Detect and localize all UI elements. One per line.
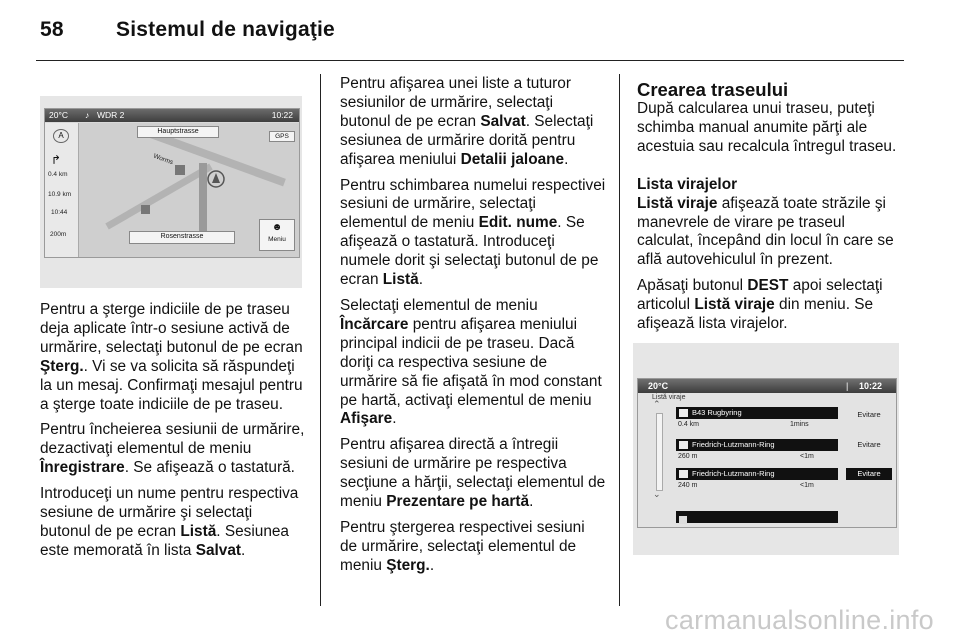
page-title: Sistemul de navigaţie (116, 18, 335, 41)
turn-row-1[interactable] (676, 407, 838, 419)
paragraph (340, 177, 606, 290)
turn-street: B43 Rugbyring (692, 408, 742, 417)
paragraph (340, 297, 606, 429)
menu-button-label: Meniu (268, 236, 286, 243)
section-heading: Crearea traseului (637, 79, 789, 100)
subsection-heading: Lista virajelor (637, 175, 738, 193)
text: . (241, 541, 246, 559)
text: Apăsaţi butonul (637, 277, 748, 295)
turn-distance: 0.4 km (678, 421, 700, 428)
scrollbar[interactable] (656, 413, 663, 491)
bold-term: Şterg. (386, 556, 430, 574)
paragraph (40, 301, 306, 414)
scroll-up-icon[interactable]: ⌃ (653, 399, 661, 409)
turn-time: <1m (800, 482, 814, 489)
turn-time: <1m (800, 453, 814, 460)
text: pentru afişarea meniului principal indicii de pe traseu. Dacă doriţi ca respectiva sesiune de urmărire să fie afişată în mod constant pe hartă, activaţi elementul de meniu (340, 315, 602, 409)
navigation-screen-figure (40, 96, 302, 288)
text: Pentru afişarea unei liste a tuturor sesiunilor de urmărire, selectaţi butonul de pe ecran (340, 75, 571, 130)
status-temperature: 20°C (648, 381, 669, 391)
text: . Selectaţi sesiunea de urmărire dorită pentru afişarea meniului (340, 112, 594, 168)
paragraph (340, 436, 606, 512)
list-title: Listă viraje (652, 394, 686, 401)
turn-list-figure (633, 343, 899, 555)
turn-street: Friedrich-Lutzmann-Ring (692, 440, 775, 449)
header-rule (36, 60, 904, 61)
text: Introduceţi un nume pentru respectiva sesiune de urmărire şi selectaţi butonul de pe ecran (40, 485, 299, 540)
waypoint-flag-icon (141, 205, 150, 214)
column-divider-1 (320, 74, 321, 606)
distance-remaining: 10.9 km (48, 191, 72, 198)
person-icon: ☻ (271, 222, 283, 233)
road-sign-icon (679, 409, 688, 417)
text: . (564, 150, 569, 168)
text: afişează toate străzile şi manevrele de virare pe traseul calculat, începând din locul în care se află autovehiculul în prezent. (637, 194, 894, 269)
status-time: 10:22 (271, 110, 293, 120)
bold-term: Şterg. (40, 357, 84, 375)
text: . (392, 410, 397, 428)
text: Pentru schimbarea numelui respectivei sesiuni de urmărire, selectaţi elementul de meniu (340, 176, 606, 232)
turn-list-screen (637, 378, 897, 528)
text: din meniu. Se afişează lista virajelor. (637, 296, 874, 333)
status-bar (638, 379, 896, 393)
text: . Sesiunea este memorată în lista (40, 522, 289, 559)
column-3 (637, 80, 903, 341)
status-station: WDR 2 (97, 110, 125, 120)
current-street-bottom: Rosenstrasse (129, 231, 235, 244)
bold-term: Listă (180, 522, 217, 540)
turn-distance: 260 m (678, 453, 698, 460)
turn-arrow-icon: ↱ (51, 153, 62, 167)
text: Pentru a şterge indiciile de pe traseu deja aplicate într-o sesiune activă de urmărire, selectaţi butonul de pe ecran (40, 301, 303, 356)
menu-button[interactable] (259, 219, 295, 251)
scroll-down-icon[interactable]: ⌄ (653, 489, 661, 499)
text: Selectaţi elementul de meniu (340, 296, 538, 314)
navigation-screen (44, 108, 300, 258)
spacer (637, 164, 903, 176)
paragraph (637, 277, 903, 334)
text: apoi selectaţi articolul (637, 277, 883, 314)
vehicle-arrow-icon (212, 173, 220, 183)
waypoint-flag-icon (175, 165, 185, 175)
paragraph (340, 75, 606, 170)
page-header (40, 18, 335, 42)
avoid-button-1[interactable]: Evitare (857, 410, 881, 419)
map-scale: 200m (50, 231, 67, 238)
page-number: 58 (40, 18, 64, 41)
intro-paragraph: După calcularea unui traseu, puteţi schimba manual anumite părţi ale acestuia sau recalcula întregul traseu. (637, 100, 897, 155)
gps-button[interactable]: GPS (269, 131, 295, 142)
turn-arrow-icon (679, 470, 688, 478)
column-divider-2 (619, 74, 620, 606)
footer-watermark: carmanualsonline.info (665, 605, 934, 635)
column-2 (340, 75, 606, 583)
turn-list-footer-bar (676, 511, 838, 523)
arrival-time: 10:44 (51, 209, 68, 216)
current-street-top: Hauptstrasse (137, 126, 219, 138)
bold-term: Listă (382, 271, 419, 289)
turn-row-3[interactable] (676, 468, 838, 480)
turn-time: 1mins (790, 421, 809, 428)
nav-info-panel (45, 123, 79, 257)
status-bar (45, 109, 299, 122)
text: Pentru ştergerea respectivei sesiuni de urmărire, selectaţi elementul de meniu (340, 518, 585, 574)
bold-term: DEST (747, 277, 789, 295)
paragraph (340, 519, 606, 576)
bold-term: Salvat (480, 112, 526, 130)
paragraph (40, 485, 306, 561)
bold-term: Listă viraje (637, 194, 718, 212)
turn-arrow-icon (679, 441, 688, 449)
avoid-button-3[interactable]: Evitare (846, 468, 892, 480)
text: Pentru afişarea directă a întregii sesiuni de urmărire pe respectiva secţiune a hărţii, selectaţi elementul de meniu (340, 436, 606, 511)
bold-term: Detalii jaloane (460, 150, 565, 168)
bold-term: Edit. nume (478, 214, 558, 232)
bold-term: Prezentare pe hartă (386, 493, 530, 511)
text: Pentru încheierea sesiunii de urmărire, dezactivaţi elementul de meniu (40, 421, 305, 458)
bold-term: Încărcare (340, 315, 409, 333)
turn-street: Friedrich-Lutzmann-Ring (692, 469, 775, 478)
paragraph (40, 421, 306, 478)
text: . Vi se va solicita să răspundeţi la un mesaj. Confirmaţi mesajul pentru a şterge toate indiciile de pe traseu. (40, 357, 303, 413)
status-separator: | (846, 381, 849, 391)
distance-to-turn: 0.4 km (48, 171, 68, 178)
bold-term: Înregistrare (40, 459, 125, 477)
text: . (418, 271, 423, 289)
compass-icon[interactable]: A (53, 129, 69, 143)
bold-term: Salvat (195, 541, 242, 559)
destination-icon (679, 516, 687, 524)
paragraph (637, 195, 903, 271)
status-time: 10:22 (858, 381, 882, 391)
turn-row-2[interactable] (676, 439, 838, 451)
text: . Se afişează o tastatură. Introduceţi numele dorit şi selectaţi butonul de pe ecran (340, 214, 599, 289)
avoid-button-2[interactable]: Evitare (857, 440, 881, 449)
text: . Se afişează o tastatură. (124, 459, 295, 477)
text: . (429, 556, 435, 574)
status-temperature: 20°C (49, 110, 68, 120)
map-label-worms: Worms (152, 152, 175, 167)
column-1 (40, 301, 306, 568)
bold-term: Afişare (340, 410, 393, 428)
radio-icon: ♪ (85, 110, 90, 120)
bold-term: Listă viraje (694, 296, 775, 314)
turn-distance: 240 m (678, 482, 698, 489)
text: . (529, 493, 534, 511)
